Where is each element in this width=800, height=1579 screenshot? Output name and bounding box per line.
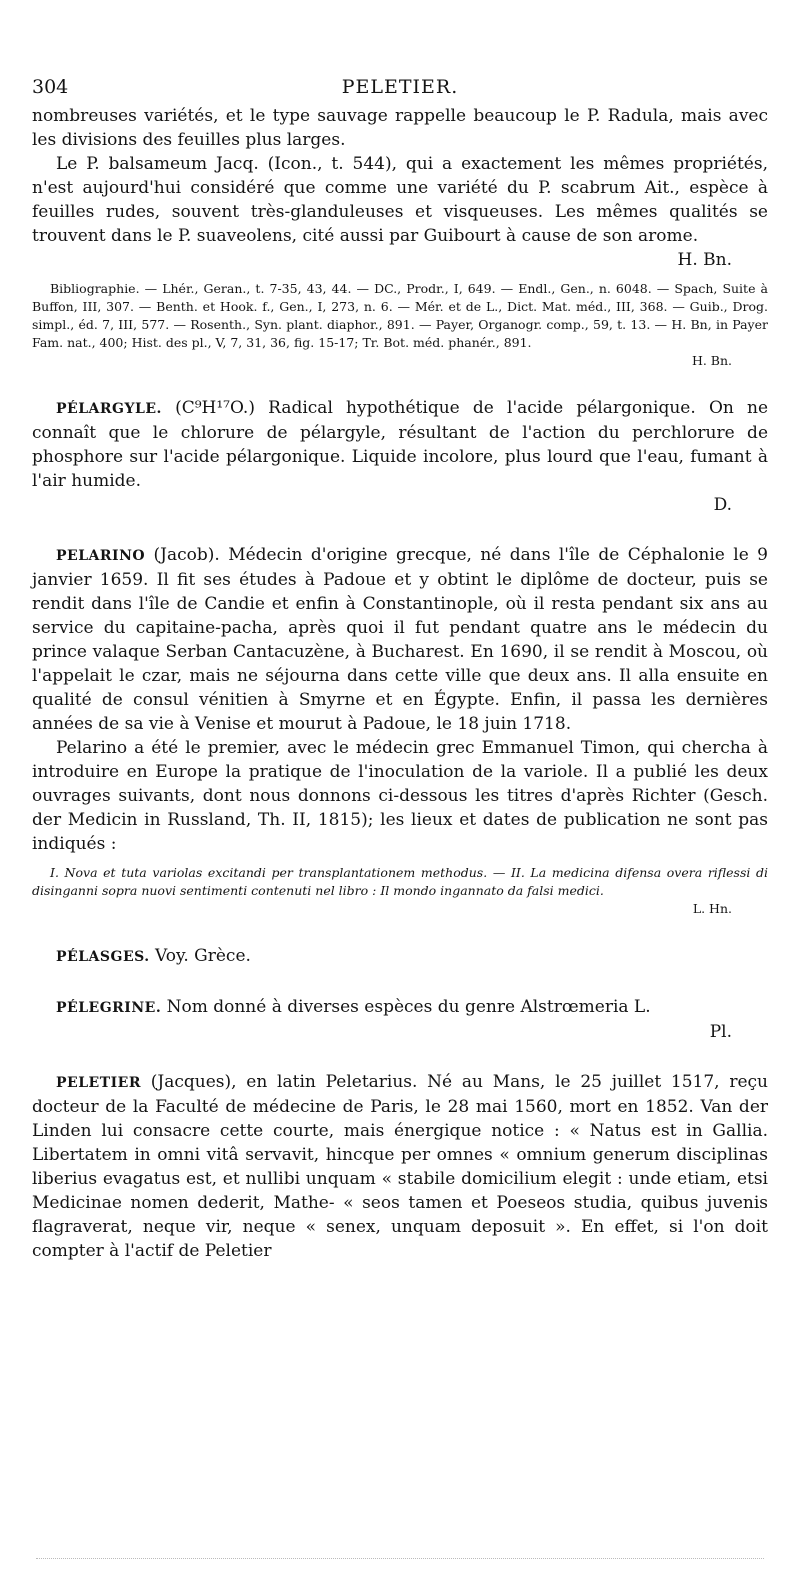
entry-pelegrine bbox=[32, 995, 768, 1020]
entry-pelarino bbox=[32, 543, 768, 736]
entry-pelasges bbox=[32, 944, 768, 969]
running-title: PELETIER. bbox=[341, 76, 459, 98]
entry-text: (C⁹H¹⁷O.) Radical hypothétique de l'acide pélargonique. On ne connaît que le chlorure de pélargyle, résultant de l'action du perchlorure de phosphore sur l'acide pélargonique. Liquide incolore, plus lourd que l'eau, fumant à l'air humide. bbox=[32, 398, 769, 491]
entry-pelargyle bbox=[32, 396, 768, 493]
signature: Pl. bbox=[709, 1022, 732, 1042]
entry-text: (Jacob). Médecin d'origine grecque, né dans l'île de Céphalonie le 9 janvier 1659. Il fit ses études à Padoue et y obtint le diplôme de docteur, puis se rendit dans l'île de Candie et enfin à Constantinople, où il resta pendant six ans au service du capitaine-pacha, après quoi il fut pendant quatre ans le médecin du prince valaque Serban Cantacuzène, à Bucharest. En 1690, il se rendit à Moscou, où l'appelait le czar, mais ne séjourna dans cette ville que deux ans. Il alla ensuite en qualité de consul vénitien à Smyrne et en Égypte. Enfin, il passa les dernières années de sa vie à Venise et mourut à Padoue, le 18 juin 1718. bbox=[32, 545, 768, 734]
signature: H. Bn. bbox=[691, 353, 732, 368]
entry-text: (Jacques), en latin Peletarius. Né au Mans, le 25 juillet 1517, reçu docteur de la Faculté de médecine de Paris, le 28 mai 1560, mort en 1852. Van der Linden lui consacre cette courte, mais énergique notice : « Natus est in Gallia. Libertatem in omni vitâ servavit, hincque per omnes « omnium generum disciplinas liberius evagatus est, et nullibi unquam « stabile domicilium elegit : unde etiam, etsi Medicinae nomen dederit, Mathe- « seos tamen et Poeseos studia, quibus juvenis flagraverat, neque vir, neque « senex, unquam deposuit ». En effet, si l'on doit compter à l'actif de Peletier bbox=[32, 1072, 768, 1261]
bottom-rule bbox=[36, 1558, 764, 1559]
entry-text: Voy. Grèce. bbox=[155, 946, 251, 966]
page-number: 304 bbox=[32, 76, 69, 98]
paragraph: Pelarino a été le premier, avec le médecin grec Emmanuel Timon, qui chercha à introduire en Europe la pratique de l'inoculation de la variole. Il a publié les deux ouvrages suivants, dont nous donnons ci-dessous les titres d'après Richter (Gesch. der Medicin in Russland, Th. II, 1815); les lieux et dates de publication ne sont pas indiqués : bbox=[32, 738, 768, 854]
bibliography: Bibliographie. — Lhér., Geran., t. 7-35, 43, 44. — DC., Prodr., I, 649. — Endl., Gen., n. 6048. — Spach, Suite à Buffon, III, 307. — Benth. et Hook. f., Gen., I, 273, n. 6. — Mér. et de L., Dict. Mat. méd., III, 368. — Guib., Drog. simpl., éd. 7, III, 577. — Rosenth., Syn. plant. diaphor., 891. — Payer, Organogr. comp., 59, t. 13. — H. Bn, in Payer Fam. nat., 400; Hist. des pl., V, 7, 31, 36, fig. 15-17; Tr. Bot. méd. phanér., 891. bbox=[32, 281, 768, 350]
signature: H. Bn. bbox=[677, 250, 732, 270]
headword: PÉLEGRINE. bbox=[56, 1000, 162, 1016]
paragraph: Le P. balsameum Jacq. (Icon., t. 544), qui a exactement les mêmes propriétés, n'est aujourd'hui considéré que comme une variété du P. scabrum Ait., espèce à feuilles rudes, souvent très-glanduleuses et visqueuses. Les mêmes qualités se trouvent dans le P. suaveolens, cité aussi par Guibourt à cause de son arome. bbox=[32, 154, 768, 246]
page-body bbox=[32, 104, 768, 1263]
dictionary-page bbox=[32, 76, 768, 1263]
entry-text: Nom donné à diverses espèces du genre Alstrœmeria L. bbox=[166, 997, 651, 1017]
works-list: I. Nova et tuta variolas excitandi per transplantationem methodus. — II. La medicina difensa overa riflessi di disinganni sopra nuovi sentimenti contenuti nel libro : Il mondo ingannato da falsi medici. bbox=[32, 865, 768, 898]
entry-peletier bbox=[32, 1070, 768, 1263]
paragraph: nombreuses variétés, et le type sauvage rappelle beaucoup le P. Radula, mais avec les divisions des feuilles plus larges. bbox=[32, 106, 768, 150]
signature: L. Hn. bbox=[692, 901, 732, 916]
headword: PÉLARGYLE. bbox=[56, 401, 162, 417]
page-header bbox=[32, 76, 768, 104]
headword: PELARINO bbox=[56, 548, 146, 564]
signature: D. bbox=[713, 495, 732, 515]
headword: PÉLASGES. bbox=[56, 949, 150, 965]
headword: PELETIER bbox=[56, 1075, 141, 1091]
